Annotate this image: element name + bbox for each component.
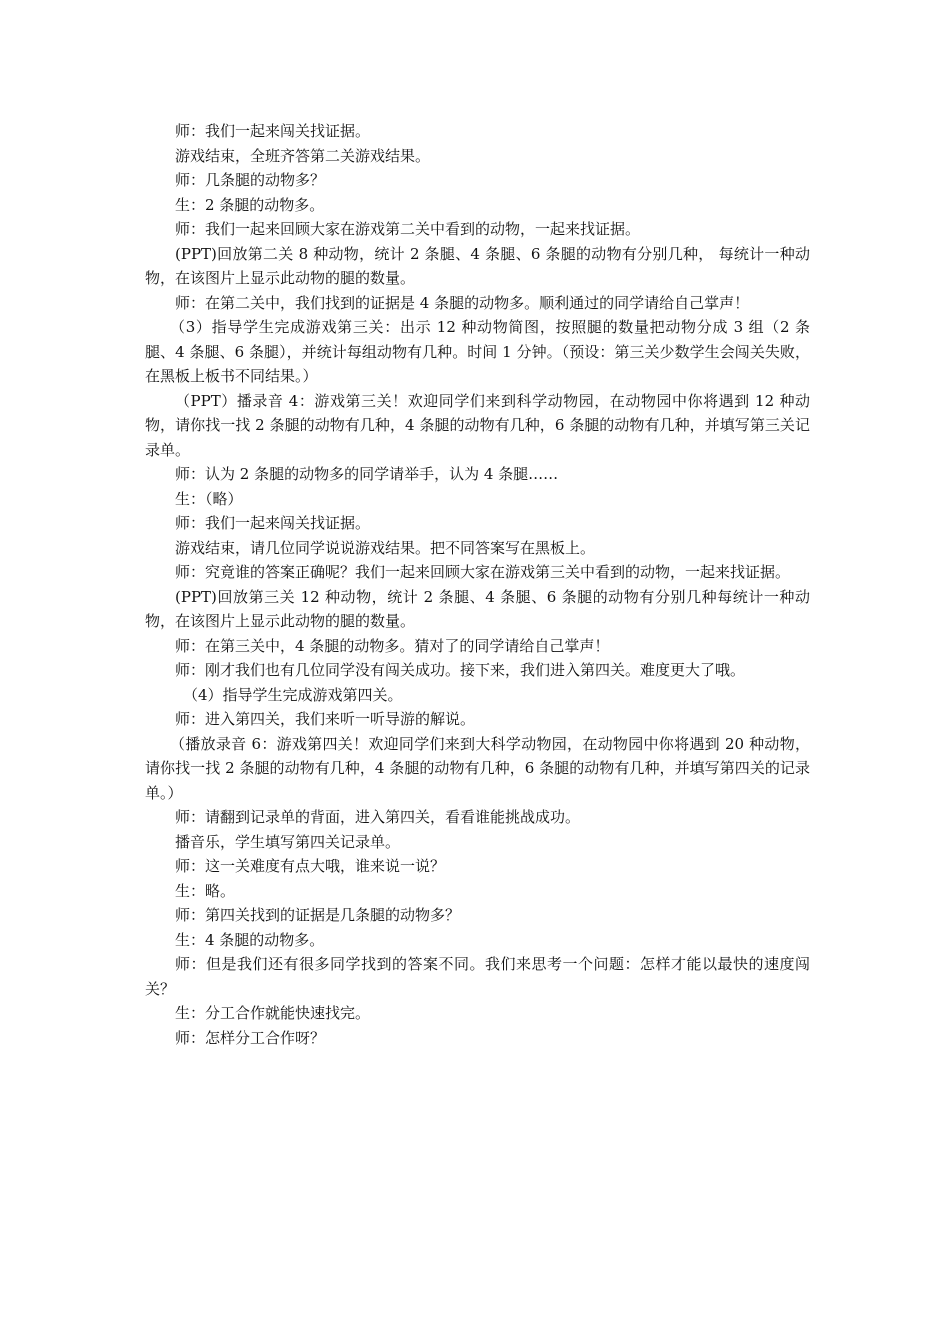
- paragraph: （4）指导学生完成游戏第四关。: [183, 685, 403, 704]
- paragraph: 师：第四关找到的证据是几条腿的动物多？: [175, 906, 461, 924]
- paragraph: 生：分工合作就能快速找完。: [175, 1004, 371, 1022]
- paragraph: 师：进入第四关，我们来听一听导游的解说。: [175, 710, 476, 728]
- paragraph: 师：在第二关中，我们找到的证据是 4 条腿的动物多。顺利通过的同学请给自己掌声！: [175, 293, 750, 312]
- document-page: [145, 119, 810, 1050]
- paragraph: 师：我们一起来闯关找证据。: [175, 514, 371, 532]
- paragraph: (PPT)回放第三关 12 种动物，统计 2 条腿、4 条腿、6 条腿的动物有分别几种每统计一种动物，在该图片上显示此动物的腿的数量。: [145, 587, 810, 630]
- paragraph: 生：略。: [175, 881, 236, 900]
- paragraph: 游戏结束，全班齐答第二关游戏结果。: [175, 146, 431, 165]
- paragraph: 师：究竟谁的答案正确呢？我们一起来回顾大家在游戏第三关中看到的动物，一起来找证据。: [175, 563, 791, 581]
- paragraph: 生：4 条腿的动物多。: [175, 930, 325, 949]
- paragraph: 师：我们一起来回顾大家在游戏第二关中看到的动物，一起来找证据。: [175, 220, 641, 238]
- paragraph: 师：我们一起来闯关找证据。: [175, 122, 371, 140]
- paragraph: 师：这一关难度有点大哦，谁来说一说？: [175, 857, 446, 875]
- paragraph: 师：几条腿的动物多？: [175, 171, 326, 189]
- paragraph: 师：请翻到记录单的背面，进入第四关，看看谁能挑战成功。: [175, 808, 581, 826]
- paragraph: 师：但是我们还有很多同学找到的答案不同。我们来思考一个问题：怎样才能以最快的速度闯关？: [145, 955, 810, 998]
- paragraph: 师：怎样分工合作呀？: [175, 1028, 326, 1047]
- paragraph: 游戏结束，请几位同学说说游戏结果。把不同答案写在黑板上。: [175, 538, 596, 557]
- paragraph: 师：在第三关中，4 条腿的动物多。猜对了的同学请给自己掌声！: [175, 636, 610, 655]
- paragraph: 生：2 条腿的动物多。: [175, 195, 325, 214]
- paragraph: 生：（略）: [175, 489, 243, 508]
- paragraph: （播放录音 6：游戏第四关！欢迎同学们来到大科学动物园，在动物园中你将遇到 20 种动物，请你找一找 2 条腿的动物有几种，4 条腿的动物有几种，6 条腿的动物有几种，并填写第四关的记录单。）: [145, 734, 810, 802]
- paragraph: (PPT)回放第二关 8 种动物，统计 2 条腿、4 条腿、6 条腿的动物有分别几种， 每统计一种动物，在该图片上显示此动物的腿的数量。: [145, 244, 810, 287]
- paragraph: 师：认为 2 条腿的动物多的同学请举手，认为 4 条腿……: [175, 465, 559, 483]
- paragraph: 播音乐，学生填写第四关记录单。: [175, 832, 401, 851]
- paragraph: （PPT）播录音 4：游戏第三关！欢迎同学们来到科学动物园，在动物园中你将遇到 12 种动物，请你找一找 2 条腿的动物有几种，4 条腿的动物有几种，6 条腿的动物有几种，并填写第三关记录单。: [145, 391, 810, 459]
- paragraph: 师：刚才我们也有几位同学没有闯关成功。接下来，我们进入第四关。难度更大了哦。: [175, 661, 746, 679]
- paragraph: （3）指导学生完成游戏第三关：出示 12 种动物简图，按照腿的数量把动物分成 3 组（2 条腿、4 条腿、6 条腿），并统计每组动物有几种。时间 1 分钟。（预设：第三关少数学生会闯关失败，在黑板上板书不同结果。）: [145, 318, 810, 385]
